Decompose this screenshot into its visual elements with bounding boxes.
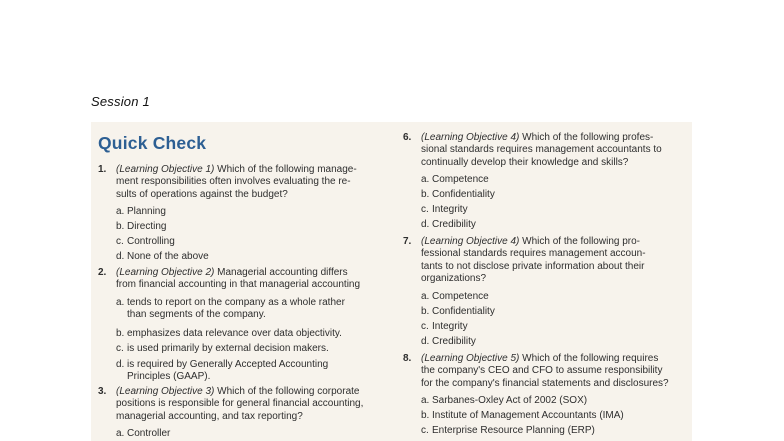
learning-objective: (Learning Objective 3) (116, 386, 215, 397)
learning-objective: (Learning Objective 1) (116, 164, 215, 175)
quick-check-heading: Quick Check (98, 133, 207, 153)
question-number: 3. (98, 386, 107, 397)
question-stem-line: the company's CEO and CFO to assume responsibility (421, 365, 663, 377)
answer-option (421, 336, 688, 348)
answer-option (421, 395, 688, 407)
option-letter: d. (421, 336, 430, 347)
option-letter: b. (421, 189, 430, 200)
option-text: Enterprise Resource Planning (ERP) (432, 425, 595, 436)
learning-objective: (Learning Objective 5) (421, 353, 520, 364)
option-text: tends to report on the company as a whole rather (127, 297, 345, 308)
question-stem (421, 353, 688, 390)
question-8 (403, 353, 688, 390)
answer-option (421, 306, 688, 318)
option-letter: c. (116, 343, 124, 354)
option-text: Controlling (127, 236, 175, 247)
option-text: Directing (127, 221, 167, 232)
option-text: than segments of the company. (127, 309, 266, 321)
question-number: 1. (98, 164, 107, 175)
option-letter: d. (421, 219, 430, 230)
question-stem-line: ment responsibilities often involves evaluating the re- (116, 176, 351, 188)
question-number: 6. (403, 132, 412, 143)
question-text: Which of the following requires (519, 353, 659, 364)
option-text: Integrity (432, 204, 468, 215)
learning-objective: (Learning Objective 2) (116, 267, 215, 278)
question-number: 7. (403, 236, 412, 247)
textbook-page-scan (91, 122, 692, 441)
option-letter: d. (116, 359, 125, 370)
option-letter: a. (421, 174, 430, 185)
question-stem (116, 386, 371, 423)
option-text: Planning (127, 206, 166, 217)
answer-option (116, 206, 371, 218)
question-number: 8. (403, 353, 412, 364)
question-text: Managerial accounting differs (214, 267, 348, 278)
question-stem (421, 236, 688, 285)
answer-option (116, 221, 371, 233)
option-text: Integrity (432, 321, 468, 332)
option-letter: c. (421, 425, 429, 436)
question-stem (421, 132, 688, 169)
question-stem-line (116, 267, 371, 279)
answer-option (421, 291, 688, 303)
answer-option (421, 410, 688, 422)
session-label: Session 1 (91, 94, 150, 109)
question-text: Which of the following profes- (519, 132, 654, 143)
option-text: is required by Generally Accepted Accounting (127, 359, 329, 370)
question-6 (403, 132, 688, 169)
option-text: Credibility (432, 219, 476, 230)
option-letter: b. (421, 306, 430, 317)
question-1 (98, 164, 371, 201)
question-2 (98, 267, 371, 292)
option-text: Controller (127, 428, 171, 439)
question-stem-line (116, 164, 371, 176)
question-stem (116, 164, 371, 201)
option-text: Sarbanes-Oxley Act of 2002 (SOX) (432, 395, 588, 406)
answer-option (116, 343, 371, 355)
question-stem-line (421, 132, 688, 144)
option-letter: b. (116, 328, 125, 339)
question-text: Which of the following pro- (519, 236, 641, 247)
question-stem-line (421, 353, 688, 365)
answer-option (116, 251, 371, 263)
option-text: Confidentiality (432, 306, 495, 317)
option-text: Institute of Management Accountants (IMA) (432, 410, 624, 421)
question-stem-line: organizations? (421, 272, 487, 284)
answer-option (421, 189, 688, 201)
question-stem-line (421, 236, 688, 248)
option-letter: a. (116, 206, 125, 217)
option-text: None of the above (127, 251, 209, 262)
question-text: Which of the following corporate (214, 386, 360, 397)
question-stem-line: sults of operations against the budget? (116, 188, 288, 200)
option-letter: a. (116, 428, 125, 439)
question-stem-line: sional standards requires management accountants to (421, 144, 662, 156)
answer-option (116, 359, 371, 384)
answer-option (421, 219, 688, 231)
question-number: 2. (98, 267, 107, 278)
question-stem-line: fessional standards requires management accoun- (421, 248, 646, 260)
question-stem-line: from financial accounting in that managerial accounting (116, 279, 361, 291)
option-letter: b. (421, 410, 430, 421)
option-text: Confidentiality (432, 189, 495, 200)
question-stem-line (116, 386, 371, 398)
answer-option (421, 425, 688, 437)
option-text: is used primarily by external decision makers. (127, 343, 329, 354)
question-stem-line: positions is responsible for general financial accounting, (116, 398, 364, 410)
question-stem-line: tants to not disclose private information about their (421, 260, 645, 272)
question-stem-line: for the company's financial statements and disclosures? (421, 377, 669, 389)
option-letter: c. (116, 236, 124, 247)
answer-option (421, 321, 688, 333)
option-text: Competence (432, 174, 489, 185)
question-stem-line: managerial accounting, and tax reporting? (116, 410, 303, 422)
option-text: Principles (GAAP). (127, 371, 211, 383)
question-stem (116, 267, 371, 292)
learning-objective: (Learning Objective 4) (421, 236, 520, 247)
answer-option (116, 328, 371, 340)
option-letter: c. (421, 204, 429, 215)
option-letter: a. (116, 297, 125, 308)
answer-option (116, 297, 371, 322)
option-text: emphasizes data relevance over data objectivity. (127, 328, 342, 339)
answer-option (421, 204, 688, 216)
option-letter: a. (421, 395, 430, 406)
option-letter: d. (116, 251, 125, 262)
answer-option (421, 174, 688, 186)
answer-option (116, 236, 371, 248)
question-3 (98, 386, 371, 423)
option-letter: b. (116, 221, 125, 232)
option-text: Competence (432, 291, 489, 302)
option-letter: c. (421, 321, 429, 332)
question-text: Which of the following manage- (214, 164, 357, 175)
option-text: Credibility (432, 336, 476, 347)
option-letter: a. (421, 291, 430, 302)
answer-option (116, 428, 371, 440)
question-7 (403, 236, 688, 285)
learning-objective: (Learning Objective 4) (421, 132, 520, 143)
question-stem-line: continually develop their knowledge and skills? (421, 156, 629, 168)
